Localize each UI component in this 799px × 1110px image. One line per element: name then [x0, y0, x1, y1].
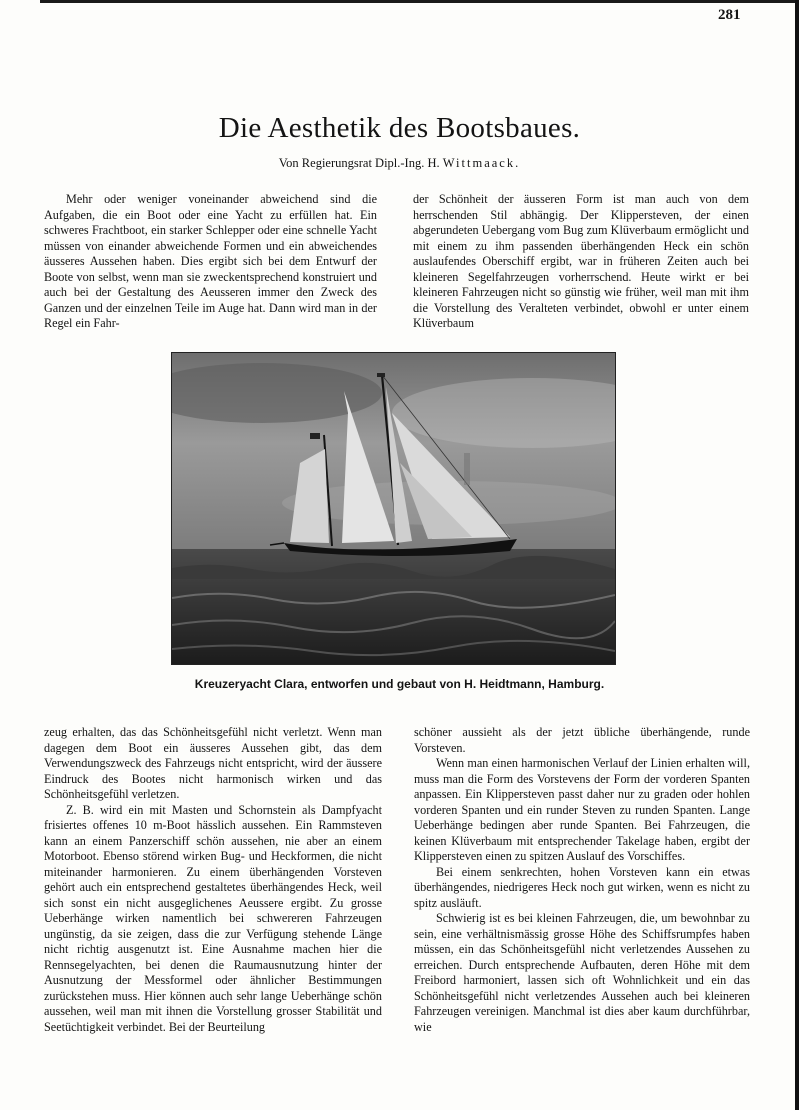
paragraph: Wenn man einen harmonischen Verlauf der Linien erhalten will, muss man die Form des Vorstevens der Form der vorderen Spanten anpassen. Ein Klippersteven passt daher nur zu graden oder hohlen vorderen Spanten und ein runder Steven zu runden Spanten. Lange Ueberhänge bedingen aber runde Spanten. Bei Fahrzeugen, die keinen Klüverbaum mit entsprechender Takelage haben, ergibt der Klippersteven einen zu spitzen Auslauf des Vorschiffes. — [414, 756, 750, 863]
paragraph: zeug erhalten, das das Schönheitsgefühl nicht verletzt. Wenn man dagegen dem Boot ein äusseres Aussehen gibt, das dem Verwendungszweck des Fahrzeugs nicht entspricht, wird der äussere Eindruck des Bootes nicht harmonisch wirken und das Schönheitsgefühl verletzen. — [44, 725, 382, 801]
page-number: 281 — [718, 7, 741, 23]
top-rule — [40, 0, 799, 3]
author-prefix: Von Regierungsrat Dipl.-Ing. H. — [278, 156, 443, 170]
paragraph: Mehr oder weniger voneinander abweichend sind die Aufgaben, die ein Boot oder eine Yacht zu erfüllen hat. Ein schweres Frachtboot, ein starker Schlepper oder eine schnelle Yacht müssen von einander abweichende Formen und ein abweichendes äusseres Aussehen haben. Dies ergibt sich bei dem Entwurf der Boote von selbst, wenn man sie zweckentsprechend konstruiert und auch bei der Gestaltung des Aeusseren immer den Zweck des Ganzen und der einzelnen Teile im Auge hat. Dann wird man in der Regel ein Fahr- — [44, 192, 377, 330]
yacht-photograph — [171, 352, 616, 665]
article-title: Die Aesthetik des Bootsbaues. — [218, 112, 581, 144]
paragraph: schöner aussieht als der jetzt übliche überhängende, runde Vorsteven. — [414, 725, 750, 755]
paragraph: Schwierig ist es bei kleinen Fahrzeugen, die, um bewohnbar zu sein, eine verhältnismässig grosse Höhe des Schiffsrumpfes haben müssen, ein das Schönheitsgefühl nicht verletzendes Aussehen zu erreichen. Durch entsprechende Aufbauten, deren Höhe mit dem Freibord harmoniert, lassen sich oft Wohnlichkeit und ein das Schönheitsgefühl nicht verletzendes Aussehen auch bei kleineren Fahrzeugen vereinigen. Manchmal ist dies aber kaum durchführbar, wie — [414, 911, 750, 1034]
column-top-left — [44, 192, 377, 332]
paragraph: der Schönheit der äusseren Form ist man auch von dem herrschenden Stil abhängig. Der Klippersteven, der einen abgerundeten Uebergang vom Bug zum Klüverbaum ermöglicht und mit einem zu ihm passenden überhängenden Heck ein schön auslaufendes Oberschiff ergibt, war in früheren Zeiten auch bei kleineren Segelfahrzeugen vorherrschend. Heute wirkt er bei kleineren Fahrzeugen nicht so günstig wie früher, weil man mit ihm die Vorstellung des Veralteten verbindet, obwohl er unter einem Klüverbaum — [413, 192, 749, 330]
author-name: Wittmaack. — [442, 156, 521, 170]
author-line — [0, 156, 799, 171]
column-top-right — [413, 192, 749, 332]
column-bottom-right — [414, 725, 750, 1035]
paragraph: Bei einem senkrechten, hohen Vorsteven kann ein etwas überhängendes, niedrigeres Heck noch gut wirken, wenn es nicht zu spitz ausläuft. — [414, 864, 750, 910]
column-bottom-left — [44, 725, 382, 1035]
figure-caption: Kreuzeryacht Clara, entworfen und gebaut von H. Heidtmann, Hamburg. — [194, 677, 605, 691]
paragraph: Z. B. wird ein mit Masten und Schornstein als Dampfyacht frisiertes offenes 10 m-Boot hässlich aussehen. Ein Rammsteven kann an einem Panzerschiff schön aussehen, nie aber an einem Motorboot. Ebenso störend wirken Bug- und Heckformen, die nicht miteinander harmonieren. Zu einem überhängenden Vorsteven gehört auch ein entsprechend gestaltetes überhängendes Heck, weil sich sonst ein nicht ausgeglichenes Aeussere ergibt. Zu grosse Ueberhänge wirken namentlich bei schwereren Fahrzeugen ungünstig, da sie zeigen, dass die zur Verfügung stehende Länge nicht richtig ausgenutzt ist. Eine Ausnahme machen hier die Rennsegelyachten, bei denen die Raumausnutzung hinter der Ausnutzung der Messformel oder ähnlicher Bestimmungen zurückstehen muss. Hier können auch sehr lange Ueberhänge schön aussehen, weil man mit ihnen die Vorstellung grosser Stabilität und Seetüchtigkeit verbindet. Bei der Beurteilung — [44, 802, 382, 1034]
